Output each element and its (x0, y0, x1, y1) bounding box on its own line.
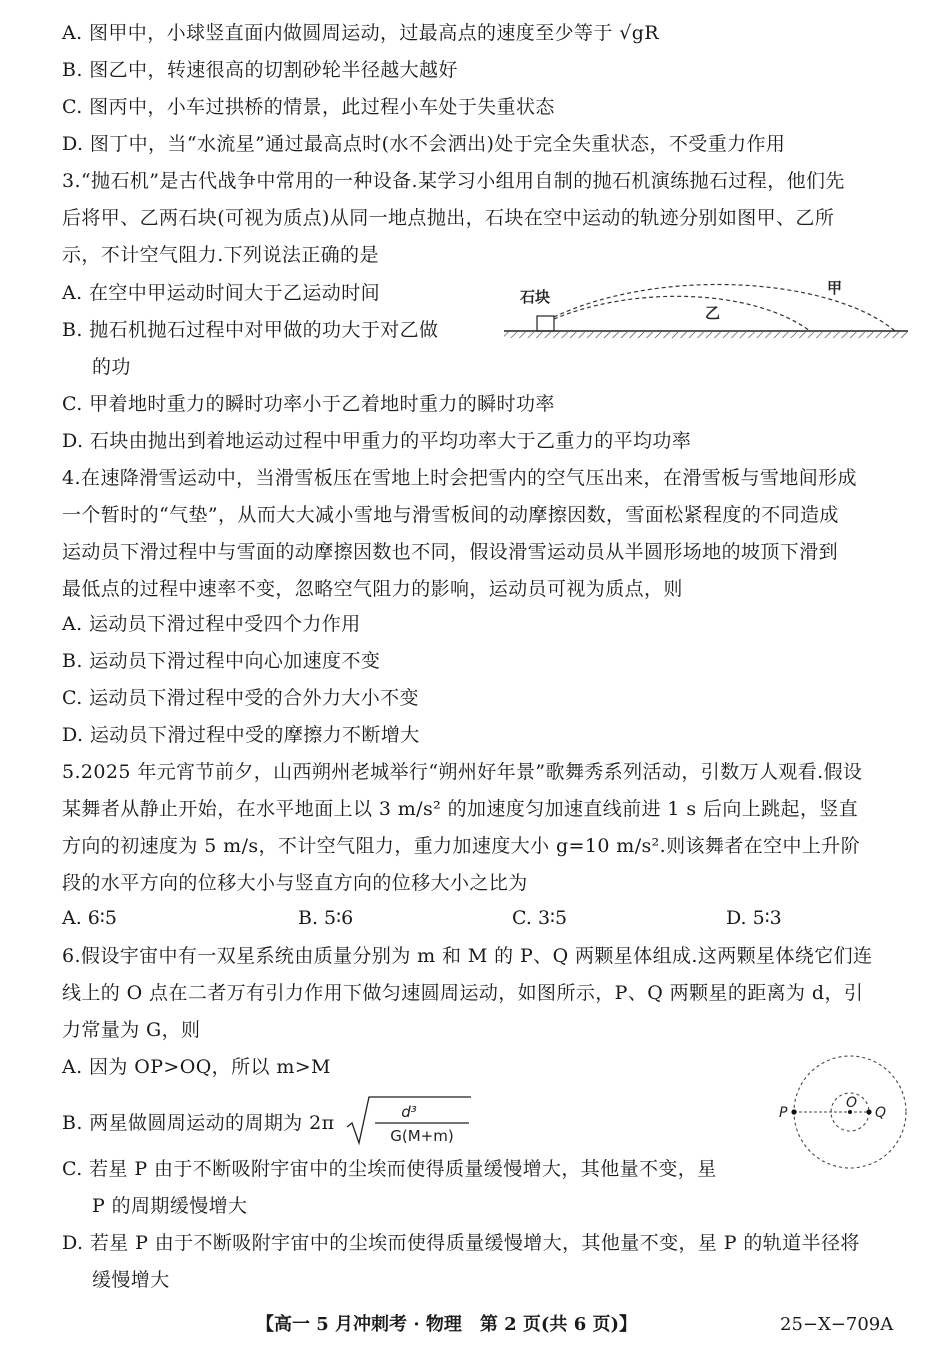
q4-stem-line-3: 运动员下滑过程中与雪面的动摩擦因数也不同，假设滑雪运动员从半圆形场地的坡顶下滑到 (62, 541, 839, 563)
q4-option-c: C. 运动员下滑过程中受的合外力大小不变 (62, 687, 419, 709)
q4-option-b: B. 运动员下滑过程中向心加速度不变 (62, 650, 381, 672)
footer-page-info: 【高一 5 月冲刺考 · 物理 第 2 页(共 6 页)】 (256, 1314, 638, 1335)
q6-binary-star-figure (775, 1050, 915, 1175)
q5-option-d: D. 5∶3 (726, 907, 782, 929)
q4-option-a: A. 运动员下滑过程中受四个力作用 (62, 613, 361, 635)
q6-option-b-prefix: B. 两星做圆周运动的周期为 2π (62, 1112, 335, 1134)
q5-option-c: C. 3∶5 (512, 907, 568, 929)
q3-ground-hatch (504, 332, 908, 338)
q6-label-q: Q (875, 1105, 887, 1121)
q6-stem-line-3: 力常量为 G，则 (62, 1019, 201, 1041)
q3-option-a: A. 在空中甲运动时间大于乙运动时间 (62, 282, 381, 304)
q5-stem-line-3: 方向的初速度为 5 m/s，不计空气阻力，重力加速度大小 g=10 m/s².则该舞者在空中上升阶 (62, 835, 861, 857)
q6-formula-numerator: d³ (401, 1103, 417, 1121)
q6-option-a: A. 因为 OP>OQ，所以 m>M (62, 1056, 331, 1078)
q4-stem-line-1: 4.在速降滑雪运动中，当滑雪板压在雪地上时会把雪内的空气压出来，在滑雪板与雪地间形成 (62, 467, 857, 489)
q3-option-b: B. 抛石机抛石过程中对甲做的功大于对乙做 (62, 319, 439, 341)
q3-stem-line-3: 示，不计空气阻力.下列说法正确的是 (62, 244, 379, 266)
q3-path-jia-label: 甲 (827, 279, 843, 297)
q4-stem-line-4: 最低点的过程中速率不变，忽略空气阻力的影响，运动员可视为质点，则 (62, 578, 683, 600)
q5-stem-line-4: 段的水平方向的位移大小与竖直方向的位移大小之比为 (62, 872, 528, 894)
q3-stem-line-1: 3.“抛石机”是古代战争中常用的一种设备.某学习小组用自制的抛石机演练抛石过程，他们先 (62, 170, 845, 192)
q6-period-formula (345, 1093, 475, 1149)
q6-option-b (62, 1110, 334, 1136)
q3-stone-label: 石块 (520, 288, 551, 306)
q5-option-b: B. 5∶6 (298, 907, 354, 929)
q6-stem-line-1: 6.假设宇宙中有一双星系统由质量分别为 m 和 M 的 P、Q 两颗星体组成.这两颗星体绕它们连 (62, 945, 873, 967)
q3-path-yi (554, 296, 810, 331)
q2-option-d: D. 图丁中，当“水流星”通过最高点时(水不会洒出)处于完全失重状态，不受重力作用 (62, 133, 786, 155)
q3-stem-line-2: 后将甲、乙两石块(可视为质点)从同一地点抛出，石块在空中运动的轨迹分别如图甲、乙所 (62, 207, 835, 229)
q4-stem-line-2: 一个暂时的“气垫”，从而大大减小雪地与滑雪板间的动摩擦因数，雪面松紧程度的不同造成 (62, 504, 839, 526)
q5-stem-line-1: 5.2025 年元宵节前夕，山西朔州老城举行“朔州好年景”歌舞秀系列活动，引数万人观看.假设 (62, 761, 863, 783)
q6-star-q (866, 1109, 871, 1114)
q6-option-d: D. 若星 P 由于不断吸附宇宙中的尘埃而使得质量缓慢增大，其他量不变，星 P 的轨道半径将 (62, 1232, 860, 1254)
q6-option-c-cont: P 的周期缓慢增大 (92, 1195, 248, 1217)
q6-formula-denominator: G(M+m) (390, 1127, 454, 1145)
footer-paper-code: 25−X−709A (780, 1314, 894, 1335)
q6-label-o: O (846, 1095, 858, 1111)
q3-path-jia (554, 284, 895, 331)
q6-stem-line-2: 线上的 O 点在二者万有引力作用下做匀速圆周运动，如图所示，P、Q 两颗星的距离为 d，引 (62, 982, 864, 1004)
q2-option-b: B. 图乙中，转速很高的切割砂轮半径越大越好 (62, 59, 458, 81)
q6-star-p (791, 1109, 796, 1114)
q5-option-a: A. 6∶5 (62, 907, 117, 929)
q3-option-d: D. 石块由抛出到着地运动过程中甲重力的平均功率大于乙重力的平均功率 (62, 430, 692, 452)
q3-option-b-cont: 的功 (92, 356, 131, 378)
q6-option-d-cont: 缓慢增大 (92, 1269, 170, 1291)
q2-option-a: A. 图甲中，小球竖直面内做圆周运动，过最高点的速度至少等于 √gR (62, 22, 660, 44)
q3-path-yi-label: 乙 (705, 304, 721, 322)
q6-option-c: C. 若星 P 由于不断吸附宇宙中的尘埃而使得质量缓慢增大，其他量不变，星 (62, 1158, 717, 1180)
q4-option-d: D. 运动员下滑过程中受的摩擦力不断增大 (62, 724, 420, 746)
q5-stem-line-2: 某舞者从静止开始，在水平地面上以 3 m/s² 的加速度匀加速直线前进 1 s 后向上跳起，竖直 (62, 798, 859, 820)
q6-label-p: P (779, 1105, 788, 1121)
q3-option-c: C. 甲着地时重力的瞬时功率小于乙着地时重力的瞬时功率 (62, 393, 555, 415)
q2-option-c: C. 图丙中，小车过拱桥的情景，此过程小车处于失重状态 (62, 96, 555, 118)
q3-trajectory-figure (500, 272, 912, 344)
q3-stone-box (537, 316, 554, 331)
